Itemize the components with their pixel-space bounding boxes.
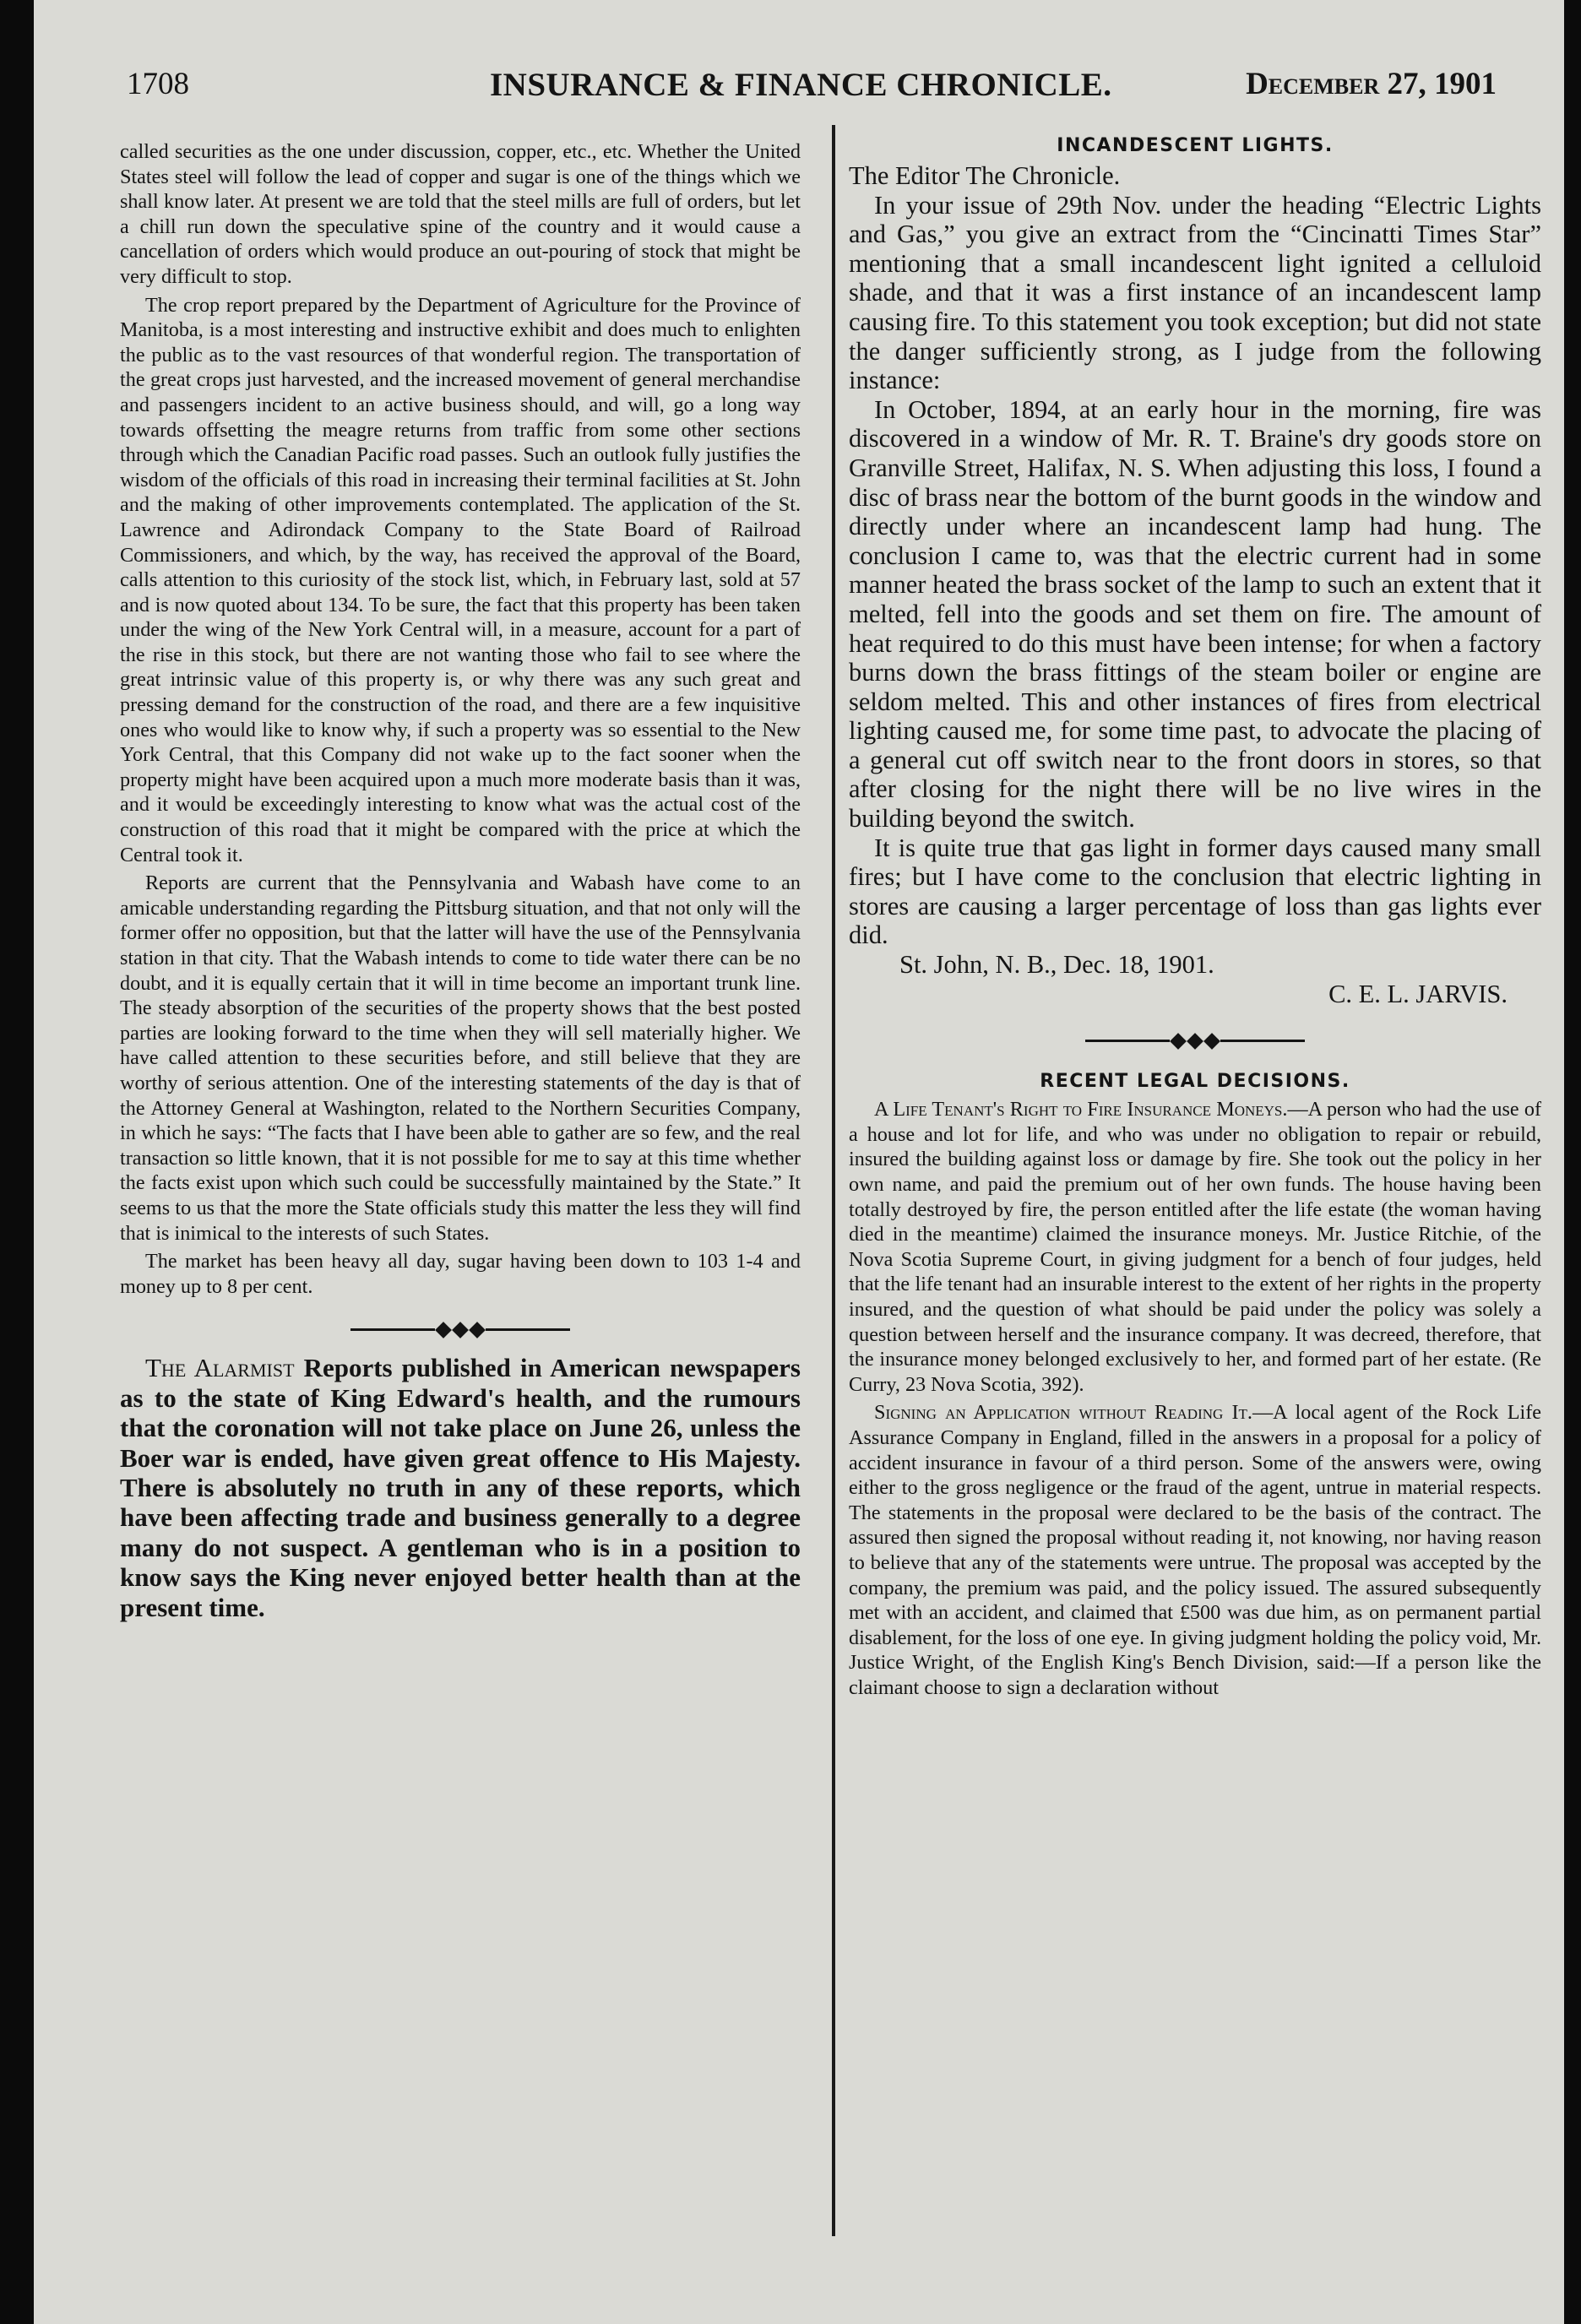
- article-paragraph: The crop report prepared by the Department of Agriculture for the Province of Manitoba, is a most interesting and instructive exhibit and does much to enlighten the public as to the vast resources of that wonderful region. The transportation of the great crops just harvested, and the increased movement of general merchandise and passengers incident to an active business should, and will, go a long way towards offsetting the meagre returns from traffic from some other sections through which the Canadian Pacific road passes. Such an outlook fully justifies the wisdom of the officials of this road in increasing their terminal facilities at St. John and the making of other improvements contemplated. The application of the St. Lawrence and Adirondack Company to the State Board of Railroad Commissioners, and which, by the way, has received the approval of the Board, calls attention to this curiosity of the stock list, which, in February last, sold at 57 and is now quoted about 134. To be sure, the fact that this property has been taken under the wing of the New York Central will, in a measure, account for a part of the rise in this stock, but there are not wanting those who fail to see where the great intrinsic value of this property is, or why there was any such great and pressing demand for the construction of the road, and there are a few inquisitive ones who would like to know why, if such a property was so essential to the New York Central, that this Company did not wake up to the fact sooner when the property might have been acquired upon a much more moderate basis than it was, and it would be exceedingly interesting to know what was the actual cost of the construction of this road that it might be compared with the price at which the Central took it.: [120, 293, 801, 866]
- legal-heading: RECENT LEGAL DECISIONS.: [1040, 1071, 1350, 1093]
- letter-dateline: St. John, N. B., Dec. 18, 1901.: [899, 950, 1214, 980]
- letter-heading: INCANDESCENT LIGHTS.: [1057, 135, 1334, 156]
- case-text: A local agent of the Rock Life Assurance Company in England, filled in the answers in a proposal for a policy of accident insurance in favour of a third person. Some of the answers were, owing either to the gross negligence or the fraud of the agent, untrue in material respects. The statements in the proposal were declared to be the basis of the contract. The assured then signed the proposal without reading it, not knowing, nor having reason to believe that any of the statements were untrue. The proposal was accepted by the company, the premium was paid, and the policy issued. The assured subsequently met with an accident, and claimed that £500 was due him, as on permanent partial disablement, for the loss of one eye. In giving judgment holding the policy void, Mr. Justice Wright, of the English King's Bench Division, said:—If a person like the claimant choose to sign a declaration without: [849, 1401, 1541, 1699]
- case-title: Signing an Application without Reading It.: [874, 1401, 1252, 1425]
- column-divider: [832, 125, 835, 2236]
- page-header: [127, 66, 1497, 117]
- right-column: [849, 135, 1541, 1700]
- case-title: A Life Tenant's Right to Fire Insurance Moneys.: [874, 1098, 1288, 1121]
- letter-paragraph: It is quite true that gas light in former days caused many small fires; but I have come to the conclusion that electric lighting in stores are causing a larger percentage of loss than gas lights ever did.: [849, 833, 1541, 950]
- alarmist-text: Reports published in American newspapers as to the state of King Edward's health, and the rumours that the coronation will not take place on June 26, unless the Boer war is ended, have given great offence to His Majesty. There is absolutely no truth in any of these reports, which have been affecting trade and business generally to a degree many do not suspect. A gentleman who is in a position to know says the King never enjoyed better health than at the present time.: [120, 1353, 801, 1622]
- letter-to-editor: [849, 161, 1541, 1008]
- letter-paragraph: In your issue of 29th Nov. under the heading “Electric Lights and Gas,” you give an extract from the “Cincinatti Times Star” mentioning that a small incandescent light ignited a celluloid shade, and that it was a first instance of an incandescent lamp causing fire. To this statement you took exception; but did not state the danger sufficiently strong, as I judge from the following instance:: [849, 190, 1541, 395]
- alarmist-lead: The Alarmist: [145, 1353, 295, 1383]
- publication-title: INSURANCE & FINANCE CHRONICLE.: [490, 67, 1112, 103]
- legal-decisions: [849, 1097, 1541, 1700]
- section-ornament: [120, 1316, 801, 1341]
- legal-case: Signing an Application without Reading It.—A local agent of the Rock Life Assurance Company in England, filled in the answers in a proposal for a policy of accident insurance in favour of a third person. Some of the answers were, owing either to the gross negligence or the fraud of the agent, untrue in material respects. The statements in the proposal were declared to be the basis of the contract. The assured then signed the proposal without reading it, not knowing, nor having reason to believe that any of the statements were untrue. The proposal was accepted by the company, the premium was paid, and the policy issued. The assured subsequently met with an accident, and claimed that £500 was due him, as on permanent partial disablement, for the loss of one eye. In giving judgment holding the policy void, Mr. Justice Wright, of the English King's Bench Division, said:—If a person like the claimant choose to sign a declaration without: [849, 1401, 1541, 1699]
- article-paragraph: Reports are current that the Pennsylvania and Wabash have come to an amicable understanding regarding the Pittsburg situation, and that not only will the former offer no opposition, but that the latter will have the use of the Pennsylvania station in that city. That the Wabash intends to come to tide water there can be no doubt, and it is equally certain that it will in time become an important trunk line. The steady absorption of the securities of the property shows that the best posted parties are looking forward to the time when they will sell materially higher. We have called attention to these securities before, and still believe that they are worthy of serious attention. One of the interesting statements of the day is that of the Attorney General at Washington, related to the Northern Securities Company, in which he says: “The facts that I have been able to gather are so few, and the real transaction so little known, that it is not possible for me to say at this time whether the facts exist upon which such could be successfully maintained by the State.” It seems to us that the more the State officials study this matter the less they will find that is inimical to the interests of such States.: [120, 872, 801, 1245]
- article-paragraph: The market has been heavy all day, sugar having been down to 103 1-4 and money up to 8 per cent.: [120, 1250, 801, 1298]
- page-number: 1708: [127, 67, 189, 101]
- left-column: [120, 139, 801, 1622]
- case-text: A person who had the use of a house and lot for life, and who was under no obligation to repair or rebuild, insured the building against loss or damage by fire. She took out the policy in her own name, and paid the premium out of her own funds. The house having been totally destroyed by fire, the person entitled after the life estate (the woman having died in the meantime) claimed the insurance moneys. Mr. Justice Ritchie, of the Nova Scotia Supreme Court, in giving judgment for a bench of four judges, held that the life tenant had an insurable interest to the extent of her rights in the property insured, and the question of what should be paid under the policy was solely a question between herself and the insurance company. It was decreed, therefore, that the insurance money belonged exclusively to her, and formed part of her estate. (Re Curry, 23 Nova Scotia, 392).: [849, 1098, 1541, 1396]
- newspaper-page: [34, 0, 1564, 2324]
- letter-signature: C. E. L. JARVIS.: [1328, 979, 1508, 1008]
- legal-case: A Life Tenant's Right to Fire Insurance Moneys.—A person who had the use of a house and lot for life, and who was under no obligation to repair or rebuild, insured the building against loss or damage by fire. She took out the policy in her own name, and paid the premium out of her own funds. The house having been totally destroyed by fire, the person entitled after the life estate (the woman having died in the meantime) claimed the insurance moneys. Mr. Justice Ritchie, of the Nova Scotia Supreme Court, in giving judgment for a bench of four judges, held that the life tenant had an insurable interest to the extent of her rights in the property insured, and the question of what should be paid under the policy was solely a question between herself and the insurance company. It was decreed, therefore, that the insurance money belonged exclusively to her, and formed part of her estate. (Re Curry, 23 Nova Scotia, 392).: [849, 1098, 1541, 1396]
- letter-paragraph: In October, 1894, at an early hour in the morning, fire was discovered in a window of Mr. R. T. Braine's dry goods store on Granville Street, Halifax, N. S. When adjusting this loss, I found a disc of brass near the bottom of the burnt goods in the window and directly under where an incandescent lamp had hung. The conclusion I came to, was that the electric current had in some manner heated the brass socket of the lamp to such an extent that it melted, fell into the goods and set them on fire. The amount of heat required to do this must have been intense; for when a factory burns down the brass fittings of the steam boiler or engine are seldom melted. This and other instances of fires from electrical lighting caused me, for some time past, to advocate the placing of a general cut off switch near to the front doors in stores, so that after closing for the night there will be no live wires in the building beyond the switch.: [849, 394, 1541, 833]
- section-ornament: [849, 1027, 1541, 1052]
- issue-date: December 27, 1901: [1246, 67, 1497, 101]
- letter-salutation: The Editor The Chronicle.: [849, 161, 1121, 190]
- article-paragraph: called securities as the one under discussion, copper, etc., etc. Whether the United States steel will follow the lead of copper and sugar is one of the things which we shall know later. At present we are told that the steel mills are full of orders, but let a chill run down the speculative spine of the country and it would cause a cancellation of orders which would produce an out-pouring of stock that might be very difficult to stop.: [120, 140, 801, 288]
- left-article: [120, 139, 801, 1299]
- alarmist-notice: [120, 1353, 801, 1622]
